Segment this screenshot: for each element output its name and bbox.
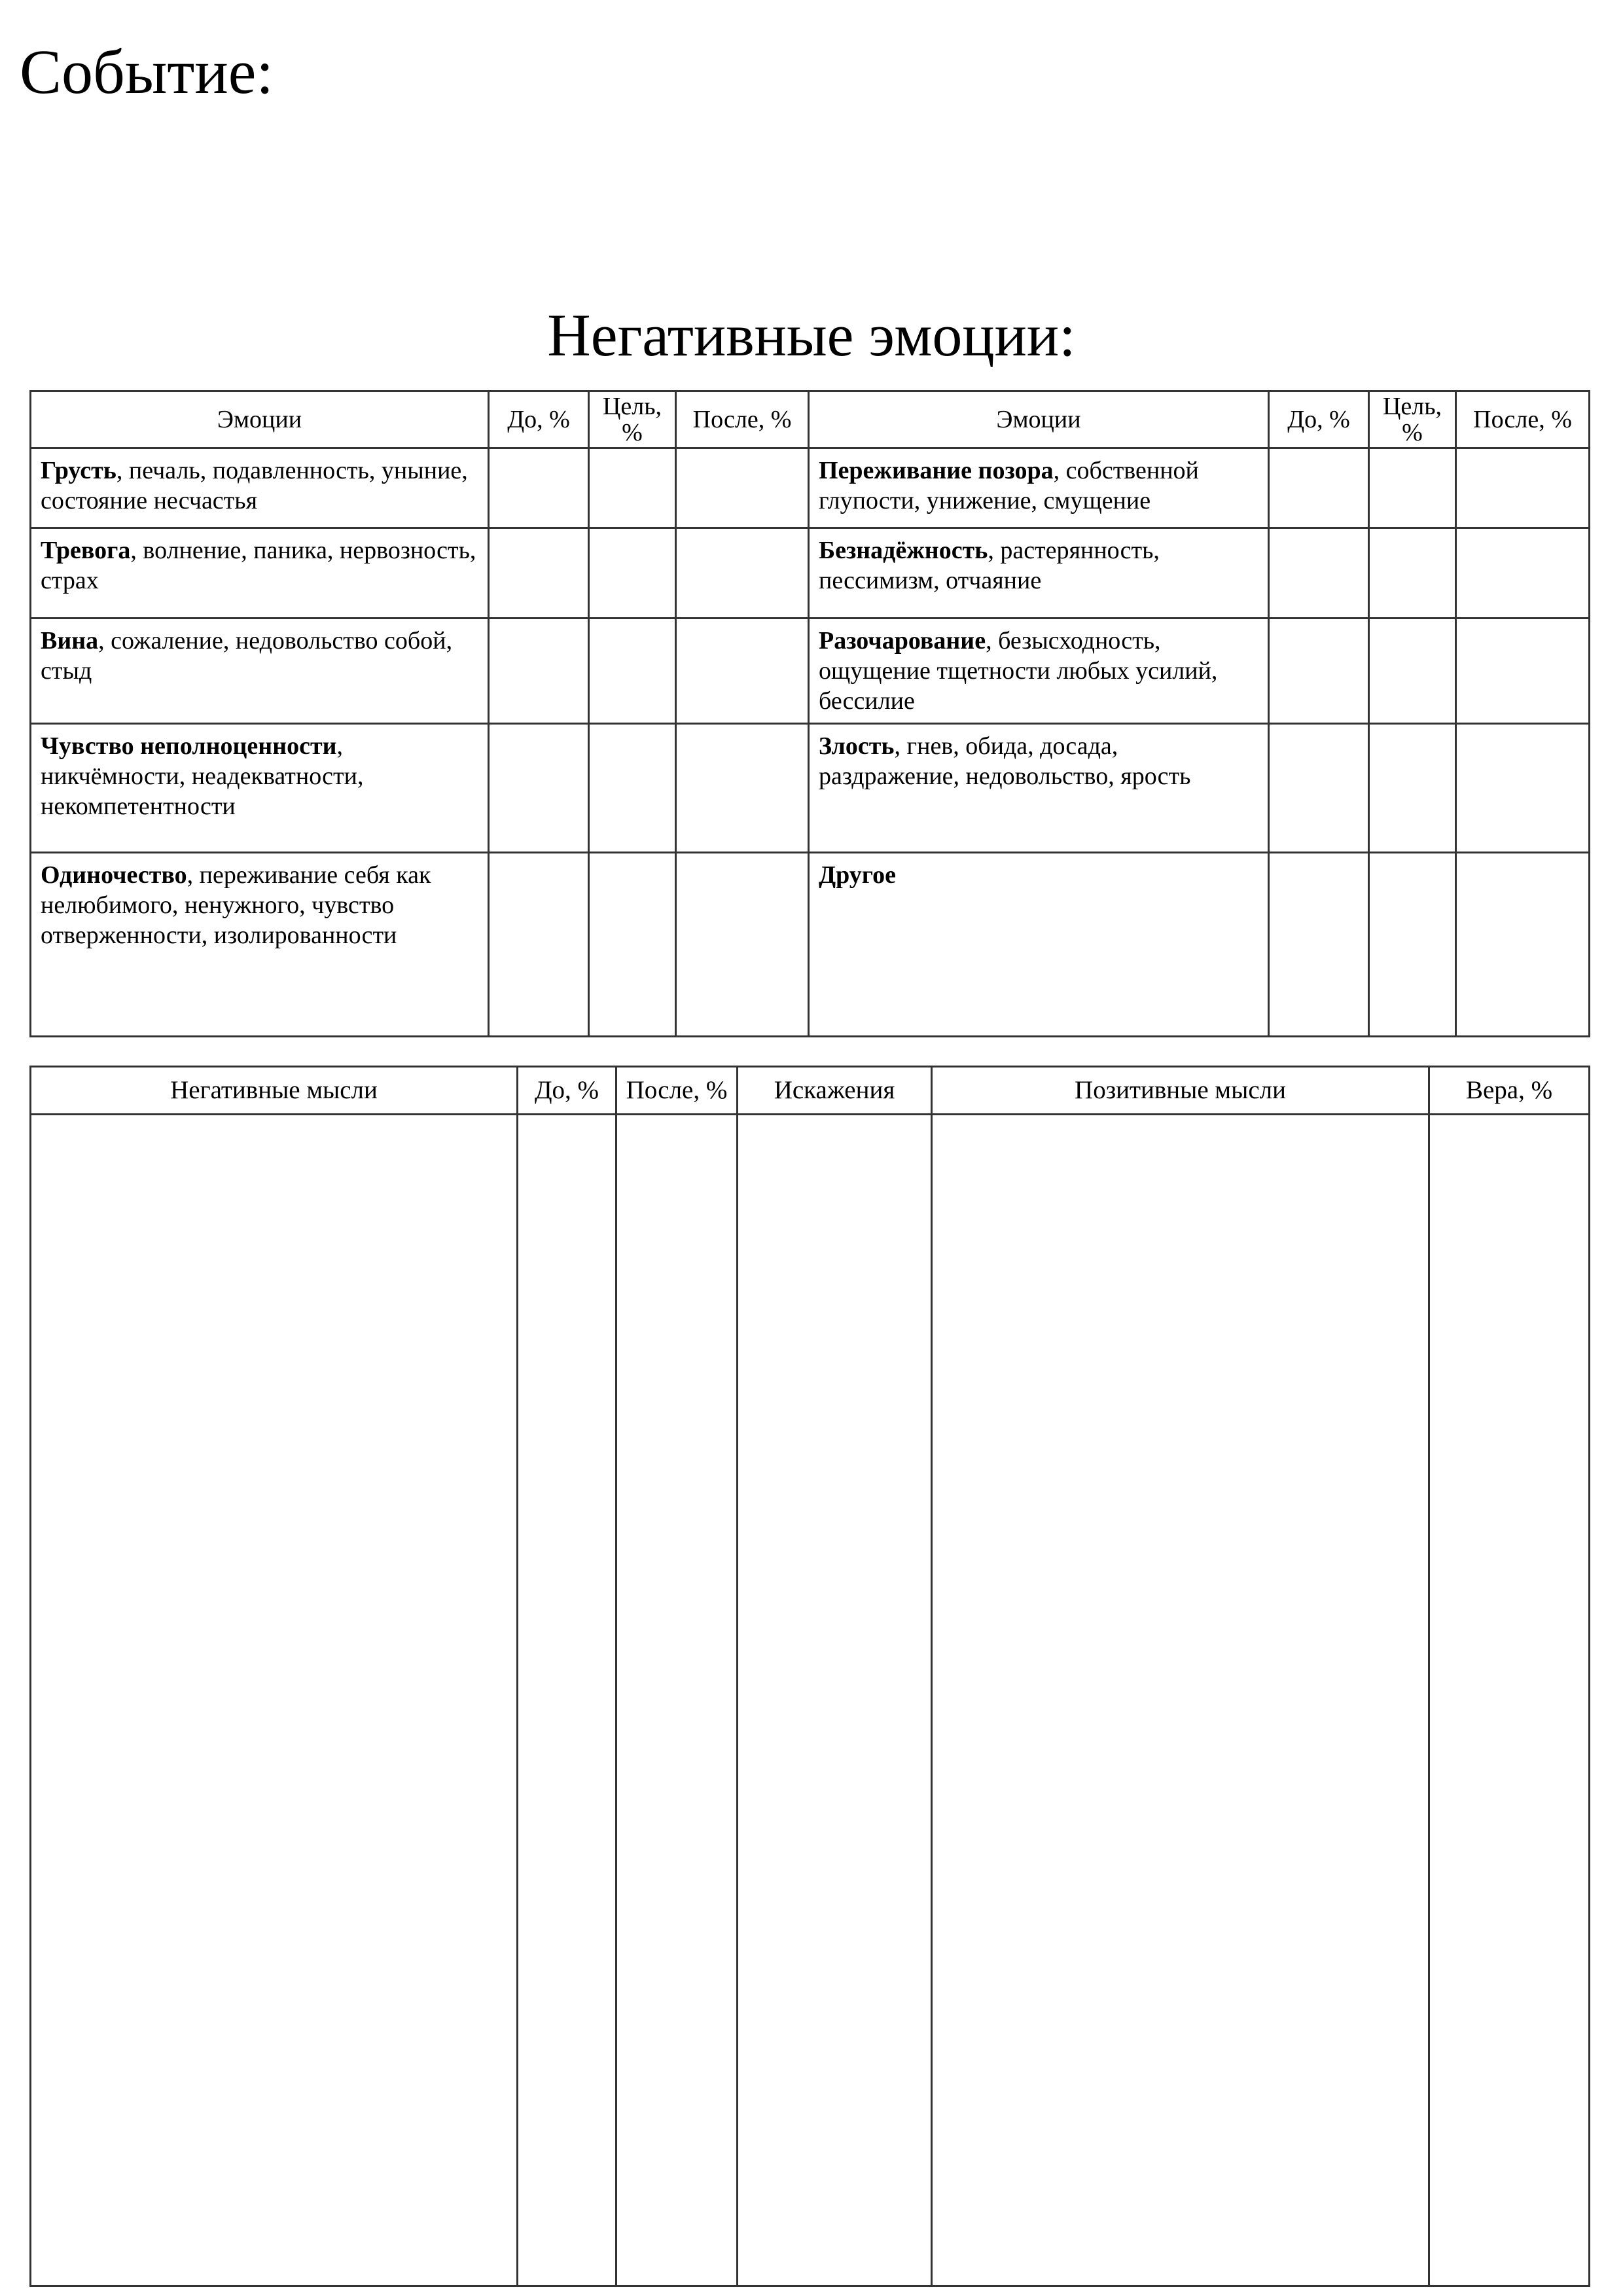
thoughts-table: [29, 1066, 1590, 2287]
header-emotions-left: Эмоции: [31, 391, 489, 448]
emotion-row: [31, 619, 1590, 724]
after-input-cell[interactable]: [1456, 528, 1590, 619]
header-thoughts-after: После, %: [616, 1067, 738, 1115]
emotion-desc: , печаль, подавленность, уныние, состояние несчастья: [41, 457, 468, 514]
emotion-name: Чувство неполноценности: [41, 732, 337, 760]
goal-input-cell[interactable]: [1369, 724, 1456, 853]
emotion-cell-other: [809, 853, 1269, 1037]
header-before-left: До, %: [489, 391, 589, 448]
goal-input-cell[interactable]: [1369, 448, 1456, 528]
emotion-name: Переживание позора: [819, 457, 1054, 484]
emotion-name: Безнадёжность: [819, 537, 988, 564]
emotion-cell-anxiety: [31, 528, 489, 619]
goal-input-cell[interactable]: [589, 853, 676, 1037]
before-input-cell[interactable]: [1269, 528, 1369, 619]
before-input-cell[interactable]: [489, 448, 589, 528]
header-goal-left: Цель, %: [589, 391, 676, 448]
before-input-cell[interactable]: [489, 619, 589, 724]
thoughts-header-row: [31, 1067, 1590, 1115]
after-input-cell[interactable]: [676, 619, 809, 724]
header-before-right: До, %: [1269, 391, 1369, 448]
emotion-desc: , собственной глупости, унижение, смущение: [819, 457, 1199, 514]
goal-input-cell[interactable]: [589, 528, 676, 619]
emotion-name: Одиночество: [41, 861, 187, 889]
emotion-desc: , переживание себя как нелюбимого, ненужного, чувство отверженности, изолированности: [41, 861, 431, 949]
emotions-table: [29, 390, 1590, 1037]
goal-input-cell[interactable]: [1369, 619, 1456, 724]
after-input-cell[interactable]: [676, 853, 809, 1037]
emotion-row: [31, 448, 1590, 528]
before-input-cell[interactable]: [1269, 619, 1369, 724]
emotion-cell-loneliness: [31, 853, 489, 1037]
before-input-cell[interactable]: [1269, 724, 1369, 853]
belief-cell[interactable]: [1429, 1115, 1590, 2286]
before-input-cell[interactable]: [1269, 853, 1369, 1037]
emotion-cell-shame: [809, 448, 1269, 528]
emotion-name: Вина: [41, 627, 99, 655]
emotion-cell-sadness: [31, 448, 489, 528]
emotion-cell-disappointment: [809, 619, 1269, 724]
header-emotions-right: Эмоции: [809, 391, 1269, 448]
emotion-name: Злость: [819, 732, 895, 760]
positive-thoughts-cell[interactable]: [932, 1115, 1429, 2286]
emotion-desc: , растерянность, пессимизм, отчаяние: [819, 537, 1160, 594]
emotion-row: [31, 724, 1590, 853]
emotion-cell-guilt: [31, 619, 489, 724]
emotion-desc: , сожаление, недовольство собой, стыд: [41, 627, 453, 685]
emotion-cell-hopelessness: [809, 528, 1269, 619]
emotions-header-row: [31, 391, 1590, 448]
before-input-cell[interactable]: [1269, 448, 1369, 528]
distortions-cell[interactable]: [738, 1115, 932, 2286]
goal-input-cell[interactable]: [1369, 528, 1456, 619]
thoughts-before-cell[interactable]: [518, 1115, 616, 2286]
goal-input-cell[interactable]: [589, 724, 676, 853]
emotion-row: [31, 853, 1590, 1037]
header-thoughts-before: До, %: [518, 1067, 616, 1115]
emotion-name: Грусть: [41, 457, 116, 484]
header-goal-right: Цель, %: [1369, 391, 1456, 448]
goal-input-cell[interactable]: [1369, 853, 1456, 1037]
goal-input-cell[interactable]: [589, 619, 676, 724]
event-label: Событие:: [20, 37, 274, 107]
emotion-desc: , волнение, паника, нервозность, страх: [41, 537, 476, 594]
header-belief: Вера, %: [1429, 1067, 1590, 1115]
emotion-row: [31, 528, 1590, 619]
emotion-desc: , безысходность, ощущение тщетности любых усилий, бессилие: [819, 627, 1218, 715]
emotion-name: Другое: [819, 861, 896, 889]
after-input-cell[interactable]: [1456, 619, 1590, 724]
header-negative-thoughts: Негативные мысли: [31, 1067, 518, 1115]
header-positive-thoughts: Позитивные мысли: [932, 1067, 1429, 1115]
after-input-cell[interactable]: [1456, 724, 1590, 853]
emotion-desc: , гнев, обида, досада, раздражение, недовольство, ярость: [819, 732, 1191, 790]
thoughts-body-row: [31, 1115, 1590, 2286]
before-input-cell[interactable]: [489, 724, 589, 853]
goal-input-cell[interactable]: [589, 448, 676, 528]
thoughts-after-cell[interactable]: [616, 1115, 738, 2286]
header-distortions: Искажения: [738, 1067, 932, 1115]
header-after-left: После, %: [676, 391, 809, 448]
negative-thoughts-cell[interactable]: [31, 1115, 518, 2286]
emotions-heading: Негативные эмоции:: [547, 302, 1076, 368]
emotion-cell-inferiority: [31, 724, 489, 853]
after-input-cell[interactable]: [676, 528, 809, 619]
emotion-cell-anger: [809, 724, 1269, 853]
after-input-cell[interactable]: [676, 724, 809, 853]
after-input-cell[interactable]: [1456, 448, 1590, 528]
emotion-desc: , никчёмности, неадекватности, некомпетентности: [41, 732, 364, 820]
before-input-cell[interactable]: [489, 528, 589, 619]
after-input-cell[interactable]: [676, 448, 809, 528]
emotion-name: Тревога: [41, 537, 131, 564]
after-input-cell[interactable]: [1456, 853, 1590, 1037]
emotion-name: Разочарование: [819, 627, 986, 655]
before-input-cell[interactable]: [489, 853, 589, 1037]
header-after-right: После, %: [1456, 391, 1590, 448]
